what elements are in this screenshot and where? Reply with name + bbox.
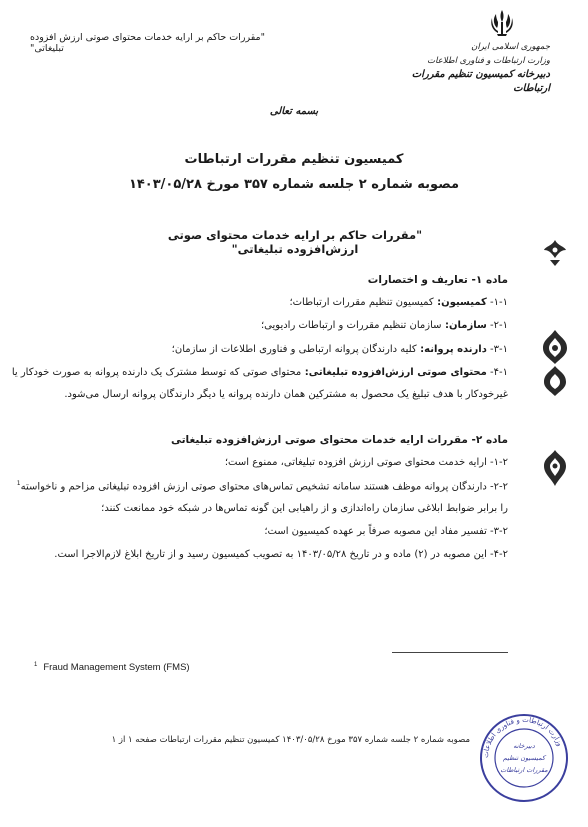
item-text: محتوای صوتی که توسط مشترک یک دارنده پروانه به صورت خودکار یا: [11, 367, 302, 378]
item-term: دارنده پروانه:: [416, 344, 487, 355]
seal-line-1: دبیرخانه: [513, 742, 535, 750]
secretariat-name: دبیرخانه کمیسیون تنظیم مقررات ارتباطات: [411, 69, 550, 94]
seal-line-3: مقررات ارتباطات: [500, 766, 548, 774]
ministry-country: جمهوری اسلامی ایران: [471, 42, 550, 52]
footnote-text: Fraud Management System (FMS): [43, 662, 190, 674]
article-2-item-4: ۴-۲- این مصوبه در (۲) ماده و در تاریخ ۱۴۰۳/۰۵/۲۸ به تصویب کمیسیون رسید و از تاریخ ابلاغ لازم‌الاجرا است.: [54, 549, 508, 560]
seal-line-2: کمیسیون تنظیم: [502, 754, 546, 762]
ornament-icon: [540, 448, 570, 488]
document-title: کمیسیون تنظیم مقررات ارتباطات: [184, 152, 404, 167]
article-2-item-2-continued: را برابر ضوابط ابلاغی سازمان راه‌اندازی و از راهیابی این گونه تماس‌ها در شبکه خود ممانعت کنند؛: [101, 503, 508, 514]
item-number: ۱-۱-: [486, 297, 508, 308]
item-number: ۴-۱-: [486, 367, 508, 378]
iran-emblem-icon: [488, 8, 516, 40]
article-2-item-2: [16, 480, 508, 493]
article-1-item-4: [11, 367, 508, 378]
item-text: کمیسیون تنظیم مقررات ارتباطات؛: [289, 297, 434, 308]
item-number: ۲-۱-: [486, 320, 508, 331]
ministry-name: وزارت ارتباطات و فناوری اطلاعات: [427, 56, 550, 66]
seal-outer-text: وزارت ارتباطات و فناوری اطلاعات: [481, 715, 564, 759]
item-text: ۲-۲- دارندگان پروانه موظف هستند سامانه تشخیص تماس‌های محتوای صوتی ارزش افزوده تبلیغاتی مزاحم و ناخواسته: [20, 481, 508, 493]
item-term: سازمان:: [441, 320, 487, 331]
article-1-item-1: [30, 297, 508, 308]
footnote-reference: 1: [16, 480, 21, 487]
article-2-item-3: ۳-۲- تفسیر مفاد این مصوبه صرفاً بر عهده کمیسیون است؛: [264, 526, 508, 537]
article-2-item-1: ۱-۲- ارایه خدمت محتوای صوتی ارزش افزوده تبلیغاتی، ممنوع است؛: [224, 457, 508, 468]
item-text: کلیه دارندگان پروانه ارتباطی و فناوری اطلاعات از سازمان؛: [171, 344, 417, 355]
article-1-item-4-continued: غیرخودکار با هدف تبلیغ یک محصول به مشترکین همان دارنده پروانه یا دیگر دارندگان پروانه ارسال می‌شود.: [64, 389, 508, 400]
ministry-header: [410, 40, 550, 96]
item-term: کمیسیون:: [433, 297, 487, 308]
header-regulation-title: "مقررات حاکم بر ارایه خدمات محتوای صوتی ارزش افزوده تبلیغاتی": [30, 32, 265, 54]
article-1-item-2: [30, 320, 508, 331]
item-number: ۳-۱-: [486, 344, 508, 355]
item-text: سازمان تنظیم مقررات و ارتباطات رادیویی؛: [260, 320, 442, 331]
article-1-heading: ماده ۱- تعاریف و اختصارات: [367, 274, 508, 286]
article-2-heading: ماده ۲- مقررات ارایه خدمات محتوای صوتی ارزش‌افزوده تبلیغاتی: [170, 434, 508, 446]
ornament-icon: [540, 328, 570, 398]
ornament-icon: [540, 238, 570, 268]
footnote: [34, 662, 190, 673]
regulation-title: "مقررات حاکم بر ارایه خدمات محتوای صوتی ارزش‌افزوده تبلیغاتی": [167, 228, 423, 256]
official-seal-stamp: [478, 712, 570, 804]
svg-text:وزارت ارتباطات و فناوری اطلاعا: [482, 716, 564, 758]
article-1-item-3: [30, 344, 508, 355]
page-footer: مصوبه شماره ۲ جلسه شماره ۳۵۷ مورخ ۱۴۰۳/۰۵/۲۸ کمیسیون تنظیم مقررات ارتباطات صفحه ۱ از ۱: [111, 735, 470, 745]
bismillah: بسمه تعالی: [269, 106, 319, 117]
footnote-divider: [392, 652, 508, 653]
item-term: محتوای صوتی ارزش‌افزوده تبلیغاتی:: [301, 367, 487, 378]
document-subtitle: مصوبه شماره ۲ جلسه شماره ۳۵۷ مورخ ۱۴۰۳/۰۵/۲۸: [128, 177, 460, 192]
footnote-marker: 1: [34, 662, 38, 668]
